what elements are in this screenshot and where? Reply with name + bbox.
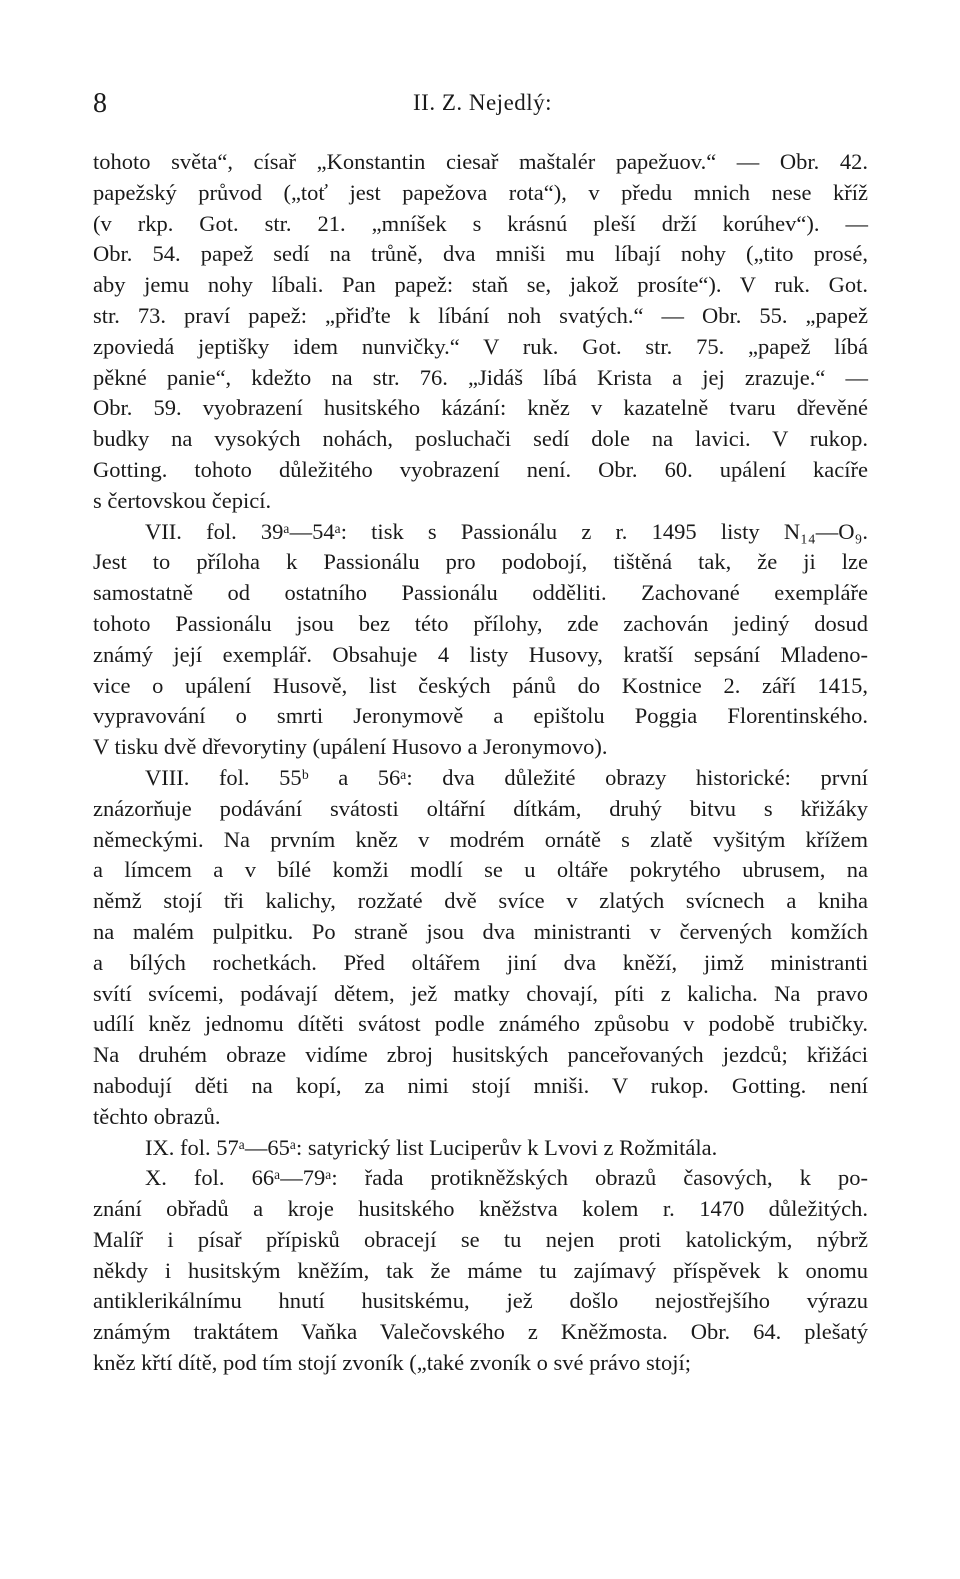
- text-line: Obr. 59. vyobrazení husitského kázání: kněz v kazatelně tvaru dřevěné: [93, 395, 868, 421]
- text-line: Malíř i písař přípisků obracejí se tu nejen proti katolickým, nýbrž: [93, 1226, 868, 1252]
- text-line: tohoto světa“, císař „Konstantin ciesař maštalér papežuov.“ — Obr. 42.: [93, 149, 868, 174]
- running-head: II. Z. Nejedlý:: [413, 90, 553, 115]
- text-line: kněz křtí dítě, pod tím stojí zvoník („také zvoník o své právo stojí;: [93, 1350, 692, 1376]
- paragraph: [93, 1163, 868, 1379]
- text-line: vypravování o smrti Jeronymově a epištolu Poggia Florentinského.: [93, 703, 868, 729]
- text-line: V tisku dvě dřevorytiny (upálení Husovo a Jeronymovo).: [93, 734, 608, 760]
- text-line: svítí svícemi, podávají dětem, jež matky chovají, píti z kalicha. Na pravo: [93, 980, 868, 1006]
- text-line: znázorňuje podávání svátosti oltářní dítkám, druhý bitvu s křižáky: [93, 795, 868, 821]
- text-line: s čertovskou čepicí.: [93, 487, 272, 513]
- text-line: aby jemu nohy líbali. Pan papež: staň se, jakož prosíte“). V ruk. Got.: [93, 272, 868, 298]
- text-line: zpoviedá jeptišky idem nunvičky.“ V ruk. Got. str. 75. „papež líbá: [93, 333, 868, 359]
- text-line: a bílých rochetkách. Před oltářem jiní dva kněží, jimž ministranti: [93, 949, 868, 975]
- text-line: známým traktátem Vaňka Valečovského z Kněžmosta. Obr. 64. plešatý: [93, 1319, 868, 1345]
- text-line: pěkné panie“, kdežto na str. 76. „Jidáš líbá Krista a jej zrazuje.“ —: [93, 364, 868, 390]
- text-line: známý její exemplář. Obsahuje 4 listy Husovy, kratší sepsání Mladeno-: [93, 641, 868, 667]
- text-line: někdy i husitským kněžím, tak že máme tu zajímavý příspěvek k onomu: [93, 1257, 868, 1283]
- page-header: [93, 88, 873, 124]
- paragraph: [93, 517, 868, 763]
- text-line: Jest to příloha k Passionálu pro podobojí, tištěná tak, že ji lze: [93, 549, 868, 575]
- text-line: samostatně od ostatního Passionálu odděliti. Zachované exempláře: [93, 580, 868, 606]
- text-line: VIII. fol. 55ᵇ a 56ᵃ: dva důležité obrazy historické: první: [145, 764, 868, 790]
- body-text: [93, 147, 868, 1379]
- text-line: vice o upálení Husově, list českých pánů do Kostnice 2. září 1415,: [93, 672, 868, 698]
- text-line: tohoto Passionálu jsou bez této přílohy, zde zachován jediný dosud: [93, 610, 868, 636]
- paragraph: [93, 763, 868, 1133]
- text-line: Na druhém obraze vidíme zbroj husitských panceřovaných jezdců; křižáci: [93, 1042, 868, 1068]
- text-line: a límcem a v bílé komži modlí se u oltáře pokrytého ubrusem, na: [93, 857, 868, 883]
- text-line: antiklerikálnímu hnutí husitskému, jež došlo nejostřejšího výrazu: [93, 1288, 868, 1314]
- text-line: budky na vysokých nohách, posluchači sedí dole na lavici. V rukop.: [93, 426, 868, 452]
- text-line: IX. fol. 57ᵃ—65ᵃ: satyrický list Luciperův k Lvovi z Rožmitála.: [145, 1134, 718, 1160]
- paragraph: [93, 147, 868, 517]
- text-line: němž stojí tři kalichy, rozžaté dvě svíce v zlatých svícnech a kniha: [93, 888, 868, 914]
- text-line: papežský průvod („toť jest papežova rota“), v předu mnich nese kříž: [93, 179, 868, 205]
- text-line: X. fol. 66ᵃ—79ᵃ: řada protikněžských obrazů časových, k po-: [145, 1165, 868, 1191]
- text-line: (v rkp. Got. str. 21. „mníšek s krásnú pleší drží korúhev“). —: [93, 210, 868, 236]
- text-line: Gotting. tohoto důležitého vyobrazení není. Obr. 60. upálení kacíře: [93, 456, 868, 482]
- text-line: na malém pulpitku. Po straně jsou dva ministranti v červených komžích: [93, 918, 868, 944]
- text-line: VII. fol. 39ᵃ—54ᵃ: tisk s Passionálu z r. 1495 listy N₁₄—O₉.: [145, 518, 868, 544]
- text-line: těchto obrazů.: [93, 1103, 221, 1129]
- paragraph: [93, 1133, 868, 1164]
- text-line: nabodují děti na kopí, za nimi stojí mniši. V rukop. Gotting. není: [93, 1072, 868, 1098]
- text-line: udílí kněz jednomu dítěti svátost podle známého způsobu v podobě trubičky.: [93, 1011, 868, 1037]
- text-line: znání obřadů a kroje husitského kněžstva kolem r. 1470 důležitých.: [93, 1196, 868, 1222]
- text-line: Obr. 54. papež sedí na trůně, dva mniši mu líbají nohy („tito prosé,: [93, 241, 868, 267]
- page-number: 8: [93, 88, 107, 119]
- text-line: str. 73. praví papež: „přiďte k líbání noh svatých.“ — Obr. 55. „papež: [93, 302, 868, 328]
- text-line: německými. Na prvním kněz v modrém ornátě s zlatě vyšitým křížem: [93, 826, 868, 852]
